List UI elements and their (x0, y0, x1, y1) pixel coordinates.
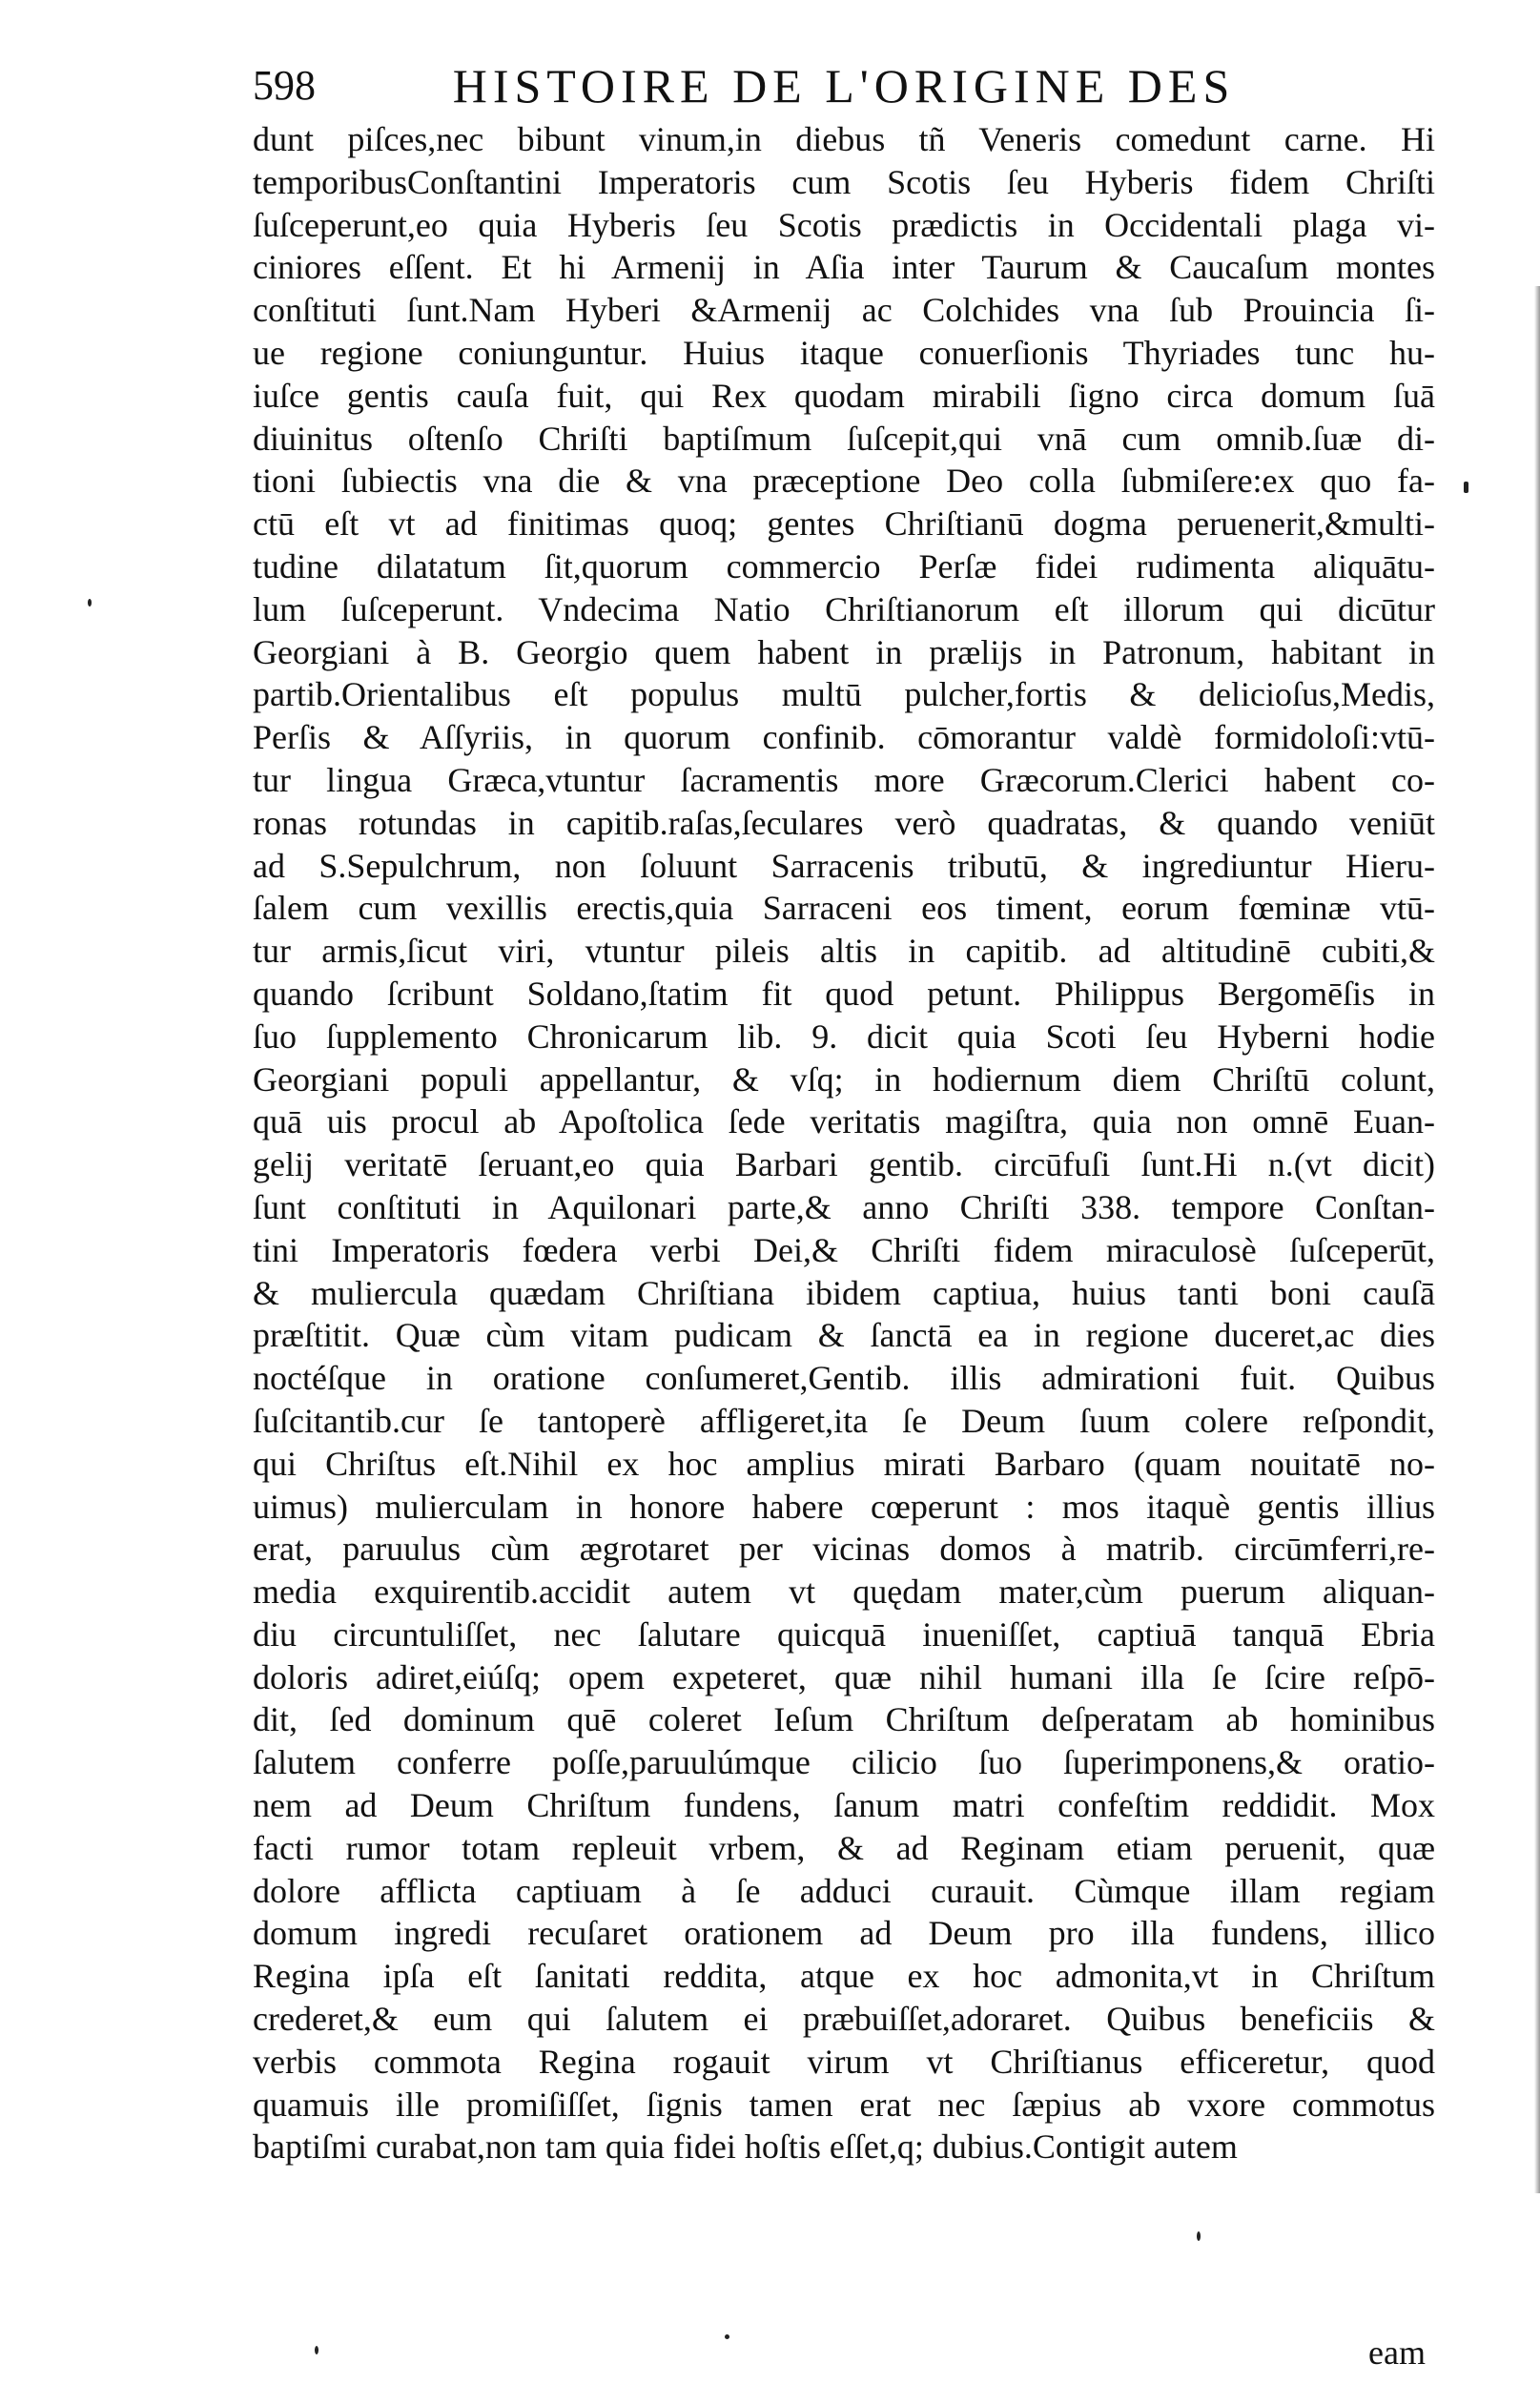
text-line: tudine dilatatum ſit,quorum commercio Perſæ fidei rudimenta aliquātu- (253, 546, 1435, 586)
text-line: crederet,& eum qui ſalutem ei præbuiſſet,adoraret. Quibus beneficiis & (253, 2000, 1435, 2039)
text-line: nem ad Deum Chriſtum fundens, ſanum matri confeſtim reddidit. Mox (253, 1786, 1435, 1825)
text-line: ue regione coniunguntur. Huius itaque conuerſionis Thyriades tunc hu- (253, 333, 1435, 372)
text-line: gelij veritatē ſeruant,eo quia Barbari gentib. circūfuſi ſunt.Hi n.(vt dicit) (253, 1145, 1435, 1184)
text-line: facti rumor totam repleuit vrbem, & ad Reginam etiam peruenit, quæ (253, 1828, 1435, 1867)
text-line: doloris adiret,eiúſq; opem expeteret, quæ nihil humani illa ſe ſcire reſpō- (253, 1657, 1435, 1696)
text-line: ſunt conſtituti in Aquilonari parte,& anno Chriſti 338. tempore Conſtan- (253, 1187, 1435, 1226)
text-line: Georgiani à B. Georgio quem habent in prælijs in Patronum, habitant in (253, 632, 1435, 671)
text-line: ad S.Sepulchrum, non ſoluunt Sarracenis tributū, & ingrediuntur Hieru- (253, 846, 1435, 885)
text-line: diuinitus oſtenſo Chriſti baptiſmum ſuſcepit,qui vnā cum omnib.ſuæ di- (253, 419, 1435, 458)
text-line: dolore afflicta captiuam à ſe adduci curauit. Cùmque illam regiam (253, 1871, 1435, 1910)
page-edge-shadow (1534, 286, 1540, 2193)
text-line: dit, ſed dominum quē coleret Ieſum Chriſtum deſperatam ab hominibus (253, 1700, 1435, 1739)
running-title: HISTOIRE DE L'ORIGINE DES (452, 59, 1236, 113)
text-line: tini Imperatoris fœdera verbi Dei,& Chriſti fidem miraculosè ſuſceperūt, (253, 1230, 1435, 1269)
text-line: partib.Orientalibus eſt populus multū pulcher,fortis & delicioſus,Medis, (253, 675, 1435, 714)
stray-mark (1197, 2231, 1201, 2241)
text-line: præſtitit. Quæ cùm vitam pudicam & ſanctā ea in regione duceret,ac dies (253, 1316, 1435, 1355)
page-header (253, 52, 1435, 119)
text-line: erat, paruulus cùm ægrotaret per vicinas domos à matrib. circūmferri,re- (253, 1530, 1435, 1569)
text-line: domum ingredi recuſaret orationem ad Deum pro illa fundens, illico (253, 1914, 1435, 1953)
text-line: baptiſmi curabat,non tam quia fidei hoſtis eſſet,q; dubius.Contigit autem (253, 2127, 1238, 2167)
text-line: uimus) mulierculam in honore habere cœperunt : mos itaquè gentis illius (253, 1487, 1435, 1526)
text-line: iuſce gentis cauſa fuit, qui Rex quodam mirabili ſigno circa domum ſuā (253, 376, 1435, 415)
text-line: ſalem cum vexillis erectis,quia Sarraceni eos timent, eorum fœminæ vtū- (253, 889, 1435, 928)
text-line: tioni ſubiectis vna die & vna præceptione Deo colla ſubmiſere:ex quo fa- (253, 462, 1435, 501)
text-line: noctéſque in oratione conſumeret,Gentib. illis admirationi fuit. Quibus (253, 1359, 1435, 1398)
text-line: ſuo ſupplemento Chronicarum lib. 9. dicit quia Scoti ſeu Hyberni hodie (253, 1017, 1435, 1056)
text-line: media exquirentib.accidit autem vt quędam mater,cùm puerum aliquan- (253, 1572, 1435, 1612)
catchword: eam (1368, 2333, 1426, 2372)
text-line: ronas rotundas in capitib.raſas,ſeculares verò quadratas, & quando veniūt (253, 803, 1435, 842)
text-line: temporibusConſtantini Imperatoris cum Scotis ſeu Hyberis fidem Chriſti (253, 162, 1435, 201)
text-line: ſuſcitantib.cur ſe tantoperè affligeret,ita ſe Deum ſuum colere reſpondit, (253, 1401, 1435, 1440)
text-line: tur lingua Græca,vtuntur ſacramentis more Græcorum.Clerici habent co- (253, 760, 1435, 799)
text-line: Regina ipſa eſt ſanitati reddita, atque ex hoc admonita,vt in Chriſtum (253, 1957, 1435, 1996)
stray-mark (88, 599, 92, 606)
stray-mark (315, 2346, 318, 2354)
text-line: Perſis & Aſſyriis, in quorum confinib. cōmorantur valdè formidoloſi:vtū- (253, 718, 1435, 757)
text-line: diu circuntuliſſet, nec ſalutare quicquā inueniſſet, captiuā tanquā Ebria (253, 1614, 1435, 1654)
text-line: ſuſceperunt,eo quia Hyberis ſeu Scotis prædictis in Occidentali plaga vi- (253, 205, 1435, 244)
text-line: conſtituti ſunt.Nam Hyberi &Armenij ac Colchides vna ſub Prouincia ſi- (253, 291, 1435, 330)
text-line: quando ſcribunt Soldano,ſtatim fit quod petunt. Philippus Bergomēſis in (253, 974, 1435, 1013)
text-line: ctū eſt vt ad finitimas quoq; gentes Chriſtianū dogma peruenerit,&multi- (253, 504, 1435, 544)
text-line: verbis commota Regina rogauit virum vt Chriſtianus efficeretur, quod (253, 2042, 1435, 2081)
page-number: 598 (253, 62, 316, 109)
text-line: ſalutem conferre poſſe,paruulúmque cilicio ſuo ſuperimponens,& oratio- (253, 1743, 1435, 1782)
text-line: Georgiani populi appellantur, & vſq; in hodiernum diem Chriſtū colunt, (253, 1059, 1435, 1099)
text-line: tur armis,ſicut viri, vtuntur pileis altis in capitib. ad altitudinē cubiti,& (253, 932, 1435, 971)
body-text-block (253, 118, 1435, 2168)
text-line: ciniores eſſent. Et hi Armenij in Aſia inter Taurum & Caucaſum montes (253, 248, 1435, 287)
stray-mark (1464, 482, 1468, 493)
text-line: lum ſuſceperunt. Vndecima Natio Chriſtianorum eſt illorum qui dicūtur (253, 589, 1435, 628)
text-line: quamuis ille promiſiſſet, ſignis tamen erat nec ſæpius ab vxore commotus (253, 2085, 1435, 2124)
text-line: quā uis procul ab Apoſtolica ſede veritatis magiſtra, quia non omnē Euan- (253, 1102, 1435, 1141)
text-line: & muliercula quædam Chriſtiana ibidem captiua, huius tanti boni cauſā (253, 1273, 1435, 1312)
stray-mark (725, 2334, 729, 2339)
text-line: qui Chriſtus eſt.Nihil ex hoc amplius mirati Barbaro (quam nouitatē no- (253, 1444, 1435, 1483)
text-line: dunt piſces,nec bibunt vinum,in diebus tñ Veneris comedunt carne. Hi (253, 120, 1435, 158)
